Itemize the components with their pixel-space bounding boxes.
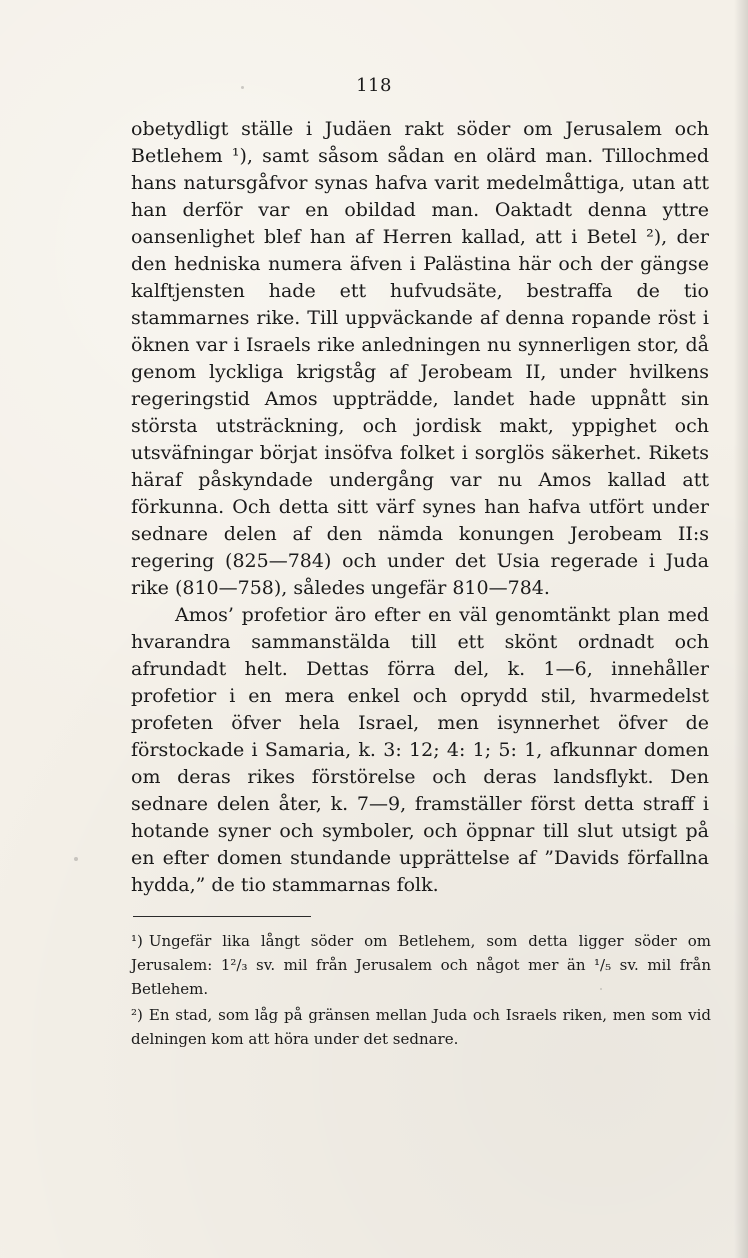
paragraph: Amos’ profetior äro efter en väl genomtänkt plan med hvarandra sammanstälda till ett skönt ordnadt och afrundadt helt. Dettas förra del, k. 1—6, innehåller profetior i en mera enkel och oprydd stil, hvarmedelst profeten öfver hela Israel, men isynnerhet öfver de förstockade i Samaria, k. 3: 12; 4: 1; 5: 1, afkunnar domen om deras rikes förstörelse och deras landsflykt. Den sednare delen åter, k. 7—9, framställer först detta straff i hotande syner och symboler, och öppnar till slut utsigt på en efter domen stundande upprättelse af ”Davids förfallna hydda,” de tio stammarnas folk.	[131, 604, 709, 896]
paper-speck	[74, 857, 78, 861]
footnote-divider	[133, 916, 311, 917]
paragraph: obetydligt ställe i Judäen rakt söder om Jerusalem och Betlehem ¹), samt såsom sådan en olärd man. Tillochmed hans natursgåfvor synas hafva varit medelmåttiga, utan att han derför var en obildad man. Oaktadt denna yttre oansenlighet blef han af Herren kallad, att i Betel ²), der den hedniska numera äfven i Palästina här och der gängse kalftjensten hade ett hufvudsäte, bestraffa de tio stammarnes rike. Till uppväckande af denna ropande röst i öknen var i Israels rike anledningen nu synnerligen stor, då genom lyckliga krigståg af Jerobeam II, under hvilkens regeringstid Amos uppträdde, landet hade uppnått sin största utsträckning, och jordisk makt, yppighet och utsväfningar börjat insöfva folket i sorglös säkerhet. Rikets häraf påskyndade undergång var nu Amos kallad att förkunna. Och detta sitt värf synes han hafva utfört under sednare delen af den nämda konungen Jerobeam II:s regering (825—784) och under det Usia regerade i Juda rike (810—758), således ungefär 810—784.	[131, 118, 709, 599]
footnote-mark: ²)	[131, 1006, 143, 1024]
page-number: 118	[356, 75, 392, 96]
main-text	[131, 116, 709, 899]
page-edge-shadow	[734, 0, 748, 1258]
footnote-text: En stad, som låg på gränsen mellan Juda och Israels riken, men som vid delningen kom att höra under det sednare.	[131, 1006, 711, 1048]
footnote-mark: ¹)	[131, 932, 143, 950]
footnote	[131, 1003, 711, 1051]
footnote-text: Ungefär lika långt söder om Betlehem, som detta ligger söder om Jerusalem: 1²/₃ sv. mil från Jerusalem och något mer än ¹/₅ sv. mil från Betlehem.	[131, 932, 711, 998]
footnote	[131, 929, 711, 1001]
footnotes	[131, 929, 711, 1051]
